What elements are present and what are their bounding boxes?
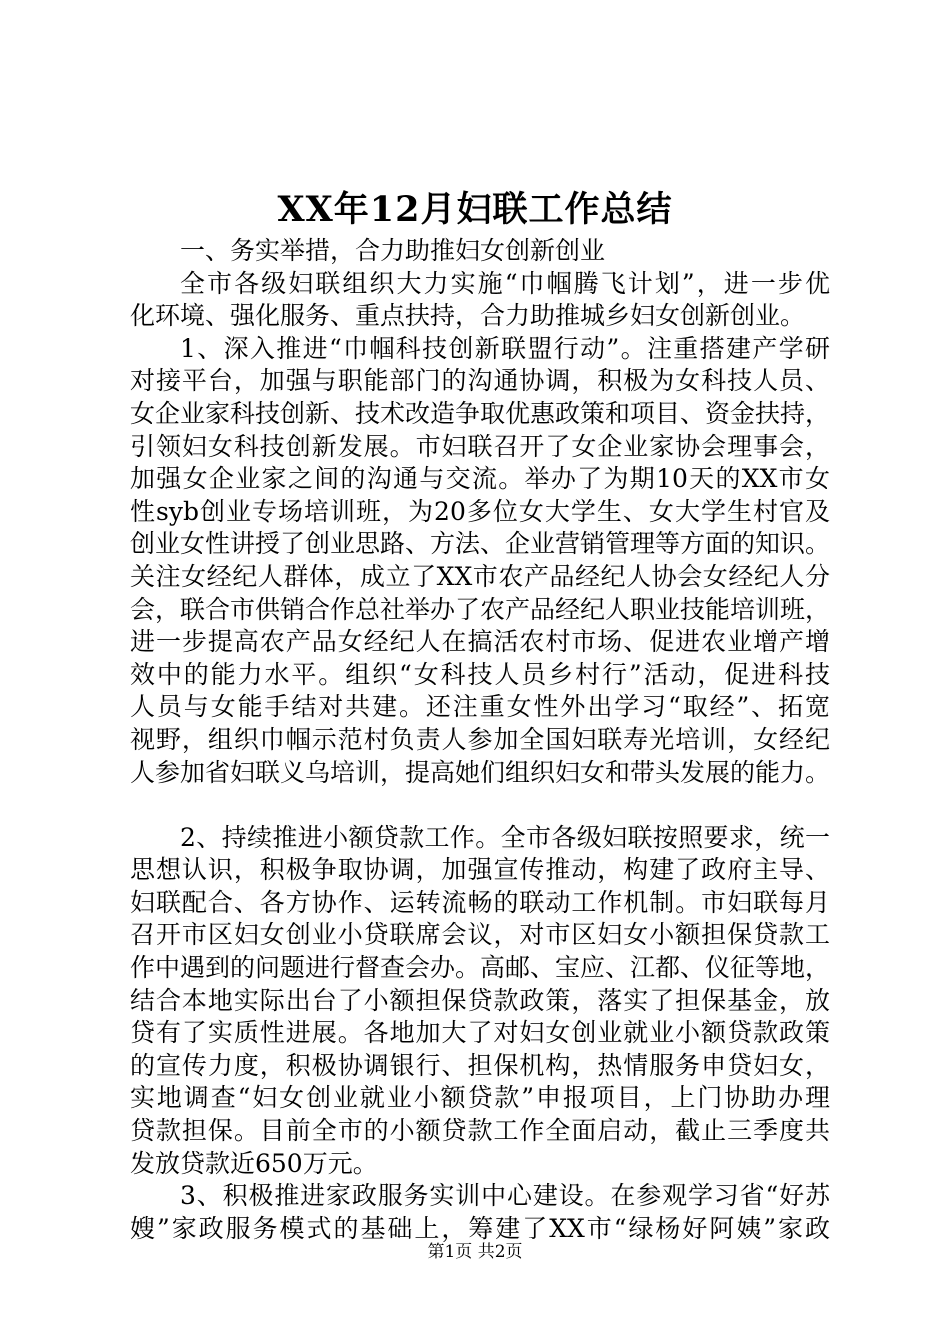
paragraph-line: 1、深入推进“巾帼科技创新联盟行动”。注重搭建产学研 (180, 333, 830, 363)
paragraph-line: 召开市区妇女创业小贷联席会议，对市区妇女小额担保贷款工 (130, 920, 830, 950)
paragraph-line: 人参加省妇联义乌培训，提高她们组织妇女和带头发展的能力。 (130, 757, 831, 787)
paragraph-spacer (130, 789, 830, 822)
paragraph-line: 全市各级妇联组织大力实施“巾帼腾飞计划”，进一步优 (180, 268, 830, 298)
paragraph-line: 会，联合市供销合作总社举办了农产品经纪人职业技能培训班， (130, 594, 831, 624)
paragraph-line: 2、持续推进小额贷款工作。全市各级妇联按照要求，统一 (180, 822, 830, 852)
paragraph-line: 思想认识，积极争取协调，加强宣传推动，构建了政府主导、 (130, 855, 830, 885)
page-footer: 第1页 共2页 (427, 1242, 523, 1262)
paragraph-line: 妇联配合、各方协作、运转流畅的联动工作机制。市妇联每月 (130, 887, 830, 917)
document-title: XX年12月妇联工作总结 (277, 189, 673, 230)
paragraph-line: 作中遇到的问题进行督查会办。高邮、宝应、江都、仪征等地， (130, 953, 831, 983)
paragraph-line: 对接平台，加强与职能部门的沟通协调，积极为女科技人员、 (130, 366, 830, 396)
paragraph-line: 人员与女能手结对共建。还注重女性外出学习“取经”、拓宽 (130, 692, 830, 722)
paragraph-line: 结合本地实际出台了小额担保贷款政策，落实了担保基金，放 (130, 985, 830, 1015)
paragraph-line: 贷有了实质性进展。各地加大了对妇女创业就业小额贷款政策 (130, 1018, 830, 1048)
paragraph-line: 关注女经纪人群体，成立了XX市农产品经纪人协会女经纪人分 (130, 561, 830, 591)
paragraph-line: 嫂”家政服务模式的基础上，筹建了XX市“绿杨好阿姨”家政 (130, 1213, 830, 1243)
paragraph-line: 3、积极推进家政服务实训中心建设。在参观学习省“好苏 (180, 1181, 830, 1211)
paragraph-line: 引领妇女科技创新发展。市妇联召开了女企业家协会理事会， (130, 431, 830, 461)
paragraph-line: 加强女企业家之间的沟通与交流。举办了为期10天的XX市女 (130, 464, 830, 494)
paragraph-line: 发放贷款近650万元。 (130, 1148, 378, 1178)
paragraph-line: 化环境、强化服务、重点扶持，合力助推城乡妇女创新创业。 (130, 301, 806, 331)
paragraph-line: 性syb创业专场培训班，为20多位女大学生、女大学生村官及 (130, 496, 830, 526)
paragraph-line: 进一步提高农产品女经纪人在搞活农村市场、促进农业增产增 (130, 627, 830, 657)
paragraph-line: 创业女性讲授了创业思路、方法、企业营销管理等方面的知识。 (130, 529, 831, 559)
paragraph-line: 的宣传力度，积极协调银行、担保机构，热情服务申贷妇女， (130, 1050, 830, 1080)
paragraph-line: 女企业家科技创新、技术改造争取优惠政策和项目、资金扶持， (130, 398, 831, 428)
paragraph-line: 效中的能力水平。组织“女科技人员乡村行”活动，促进科技 (130, 659, 830, 689)
paragraph-line: 视野，组织巾帼示范村负责人参加全国妇联寿光培训，女经纪 (130, 724, 830, 754)
paragraph-line: 实地调查“妇女创业就业小额贷款”申报项目，上门协助办理 (130, 1083, 830, 1113)
section-heading-1: 一、务实举措，合力助推妇女创新创业 (180, 236, 606, 265)
document-body (130, 235, 830, 1245)
paragraph-line: 贷款担保。目前全市的小额贷款工作全面启动，截止三季度共 (130, 1116, 830, 1146)
